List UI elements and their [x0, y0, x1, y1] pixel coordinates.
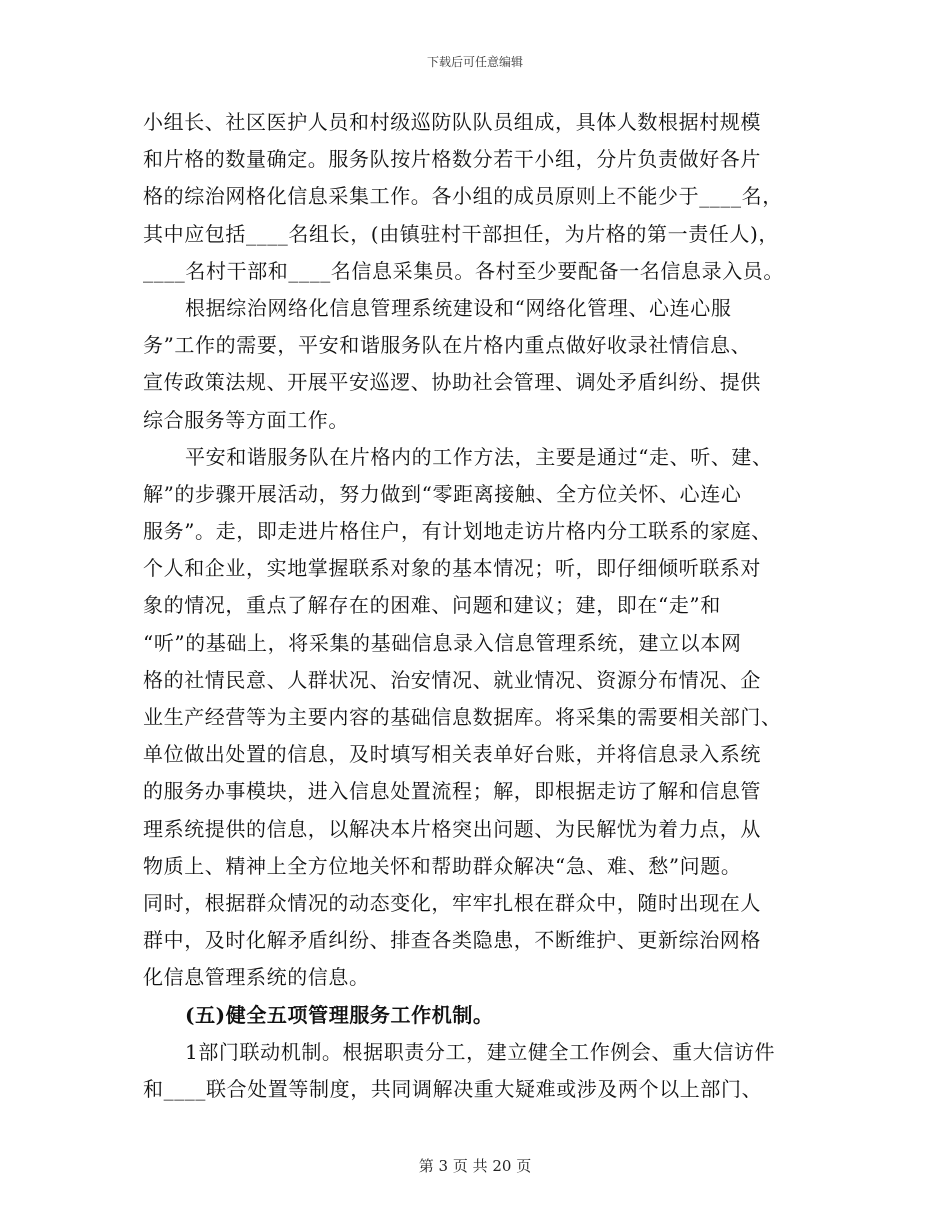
text-line: 格的社情民意、人群状况、治安情况、就业情况、资源分布情况、企 — [143, 667, 761, 692]
document-body — [143, 104, 815, 1108]
paragraph-start-line: 1部门联动机制。根据职责分工，建立健全工作例会、重大信访件 — [185, 1039, 776, 1064]
text-line: 同时，根据群众情况的动态变化，牢牢扎根在群众中，随时出现在人 — [143, 890, 761, 915]
paragraph-start-line: 平安和谐服务队在片格内的工作方法，主要是通过“走、听、建、 — [185, 444, 773, 469]
page-number: 第 3 页 共 20 页 — [418, 1157, 532, 1175]
text-line: 象的情况，重点了解存在的困难、问题和建议；建，即在“走”和 — [143, 593, 721, 618]
text-line: 其中应包括____名组长，(由镇驻村干部担任，为片格的第一责任人)， — [143, 221, 780, 246]
paragraph-start-line: 根据综治网络化信息管理系统建设和“网络化管理、心连心服 — [185, 295, 732, 320]
text-line: 和____联合处置等制度，共同调解决重大疑难或涉及两个以上部门、 — [143, 1076, 763, 1101]
text-line: 综合服务等方面工作。 — [143, 407, 349, 432]
text-line: 解”的步骤开展活动，努力做到“零距离接触、全方位关怀、心连心 — [143, 481, 742, 506]
page-header: 下载后可任意编辑 — [426, 55, 523, 69]
text-line: 务”工作的需要，平安和谐服务队在片格内重点做好收录社情信息、 — [143, 333, 752, 358]
text-line: 宣传政策法规、开展平安巡逻、协助社会管理、调处矛盾纠纷、提供 — [143, 370, 761, 395]
text-line: 化信息管理系统的信息。 — [143, 965, 370, 990]
text-line: 个人和企业，实地掌握联系对象的基本情况；听，即仔细倾听联系对 — [143, 556, 761, 581]
text-line: 的服务办事模块，进入信息处置流程；解，即根据走访了解和信息管 — [143, 779, 761, 804]
section-heading: (五)健全五项管理服务工作机制。 — [185, 1002, 494, 1027]
text-line: 和片格的数量确定。服务队按片格数分若干小组，分片负责做好各片 — [143, 147, 761, 172]
text-line: 小组长、社区医护人员和村级巡防队队员组成，具体人数根据村规模 — [143, 110, 761, 134]
text-line: “听”的基础上，将采集的基础信息录入信息管理系统，建立以本网 — [143, 630, 742, 655]
text-line: 物质上、精神上全方位地关怀和帮助群众解决“急、难、愁”问题。 — [143, 853, 742, 878]
text-line: 业生产经营等为主要内容的基础信息数据库。将采集的需要相关部门、 — [143, 705, 782, 729]
text-line: ____名村干部和____名信息采集员。各村至少要配备一名信息录入员。 — [143, 258, 784, 283]
text-line: 理系统提供的信息，以解决本片格突出问题、为民解忧为着力点，从 — [143, 816, 761, 841]
text-line: 服务”。走，即走进片格住户，有计划地走访片格内分工联系的家庭、 — [143, 519, 772, 544]
text-line: 格的综治网格化信息采集工作。各小组的成员原则上不能少于____名， — [143, 184, 783, 209]
text-line: 群中，及时化解矛盾纠纷、排查各类隐患，不断维护、更新综治网格 — [143, 928, 761, 953]
text-line: 单位做出处置的信息，及时填写相关表单好台账，并将信息录入系统 — [143, 742, 761, 767]
